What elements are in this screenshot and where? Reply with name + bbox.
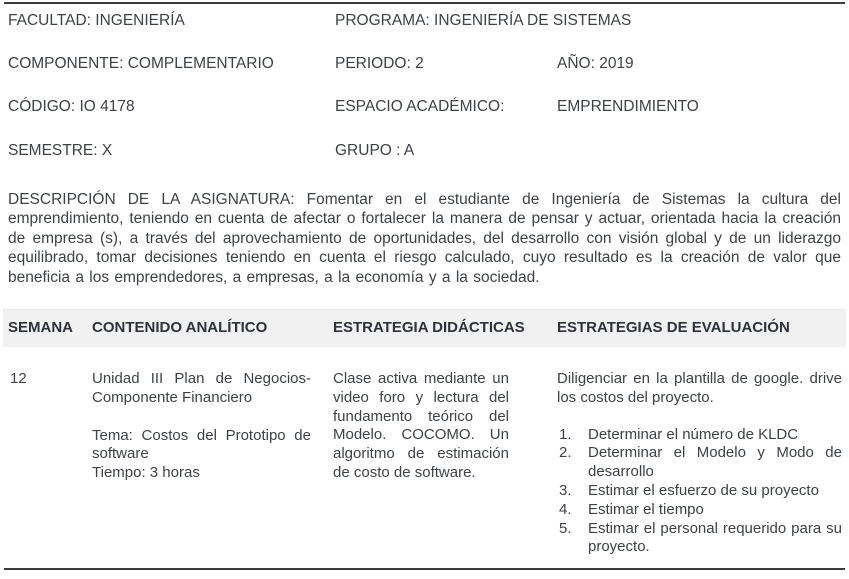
- componente-field: COMPONENTE: COMPLEMENTARIO: [8, 55, 274, 72]
- contenido-unidad: Unidad III Plan de Negocios-Componente Financiero: [92, 370, 311, 406]
- evaluacion-intro: Diligenciar en la plantilla de google. drive los costos del proyecto.: [557, 370, 842, 406]
- contenido-tema: Tema: Costos del Prototipo de software: [92, 426, 311, 463]
- evaluacion-item: Determinar el Modelo y Modo de desarrollo: [588, 444, 842, 481]
- espacio-academico-label: ESPACIO ACADÉMICO:: [335, 98, 505, 115]
- descripcion-asignatura: DESCRIPCIÓN DE LA ASIGNATURA: Fomentar en el estudiante de Ingeniería de Sistemas la cultura del emprendimiento, teniendo en cuenta de afectar o fortalecer la manera de pensar y actuar, orientada hacia la creación de empresa (s), a través del aprovechamiento de oportunidades, del desarrollo con visión global y de un liderazgo equilibrado, tomar decisiones teniendo en cuenta el riesgo calculado, cuyo resultado es la creación de valor que beneficia a los emprendedores, a empresas, a la economía y a la sociedad.: [8, 191, 841, 286]
- evaluacion-list: [557, 426, 842, 558]
- column-header-contenido-analitico: CONTENIDO ANALÍTICO: [92, 319, 268, 336]
- evaluacion-item: Determinar el número de KLDC: [588, 425, 799, 443]
- evaluacion-item: Estimar el tiempo: [588, 500, 704, 518]
- facultad-field: FACULTAD: INGENIERÍA: [8, 12, 185, 29]
- estrategia-didactica-cell: [333, 370, 509, 483]
- periodo-field: PERIODO: 2: [335, 55, 424, 72]
- evaluacion-item: Estimar el personal requerido para su proyecto.: [588, 519, 842, 556]
- bottom-border-rule: [4, 568, 845, 570]
- column-header-semana: SEMANA: [8, 319, 74, 336]
- top-border-rule: [4, 2, 845, 4]
- anio-field: AÑO: 2019: [557, 55, 634, 72]
- contenido-tiempo: Tiempo: 3 horas: [92, 464, 200, 482]
- column-header-estrategias-evaluacion: ESTRATEGIAS DE EVALUACIÓN: [557, 319, 790, 336]
- grupo-field: GRUPO : A: [335, 142, 415, 159]
- programa-field: PROGRAMA: INGENIERÍA DE SISTEMAS: [335, 12, 632, 29]
- estrategia-texto: Clase activa mediante un video foro y lectura del fundamento teórico del Modelo. COCOMO. Un algoritmo de estimación de costo de software.: [333, 370, 509, 481]
- codigo-field: CÓDIGO: IO 4178: [8, 98, 135, 115]
- evaluacion-item: Estimar el esfuerzo de su proyecto: [588, 481, 819, 499]
- semestre-field: SEMESTRE: X: [8, 142, 113, 159]
- estrategias-evaluacion-cell: [557, 370, 842, 557]
- contenido-analitico-cell: [92, 370, 311, 483]
- column-header-estrategia-didacticas: ESTRATEGIA DIDÁCTICAS: [333, 319, 525, 336]
- espacio-academico-value: EMPRENDIMIENTO: [557, 98, 699, 115]
- semana-cell: 12: [10, 370, 27, 387]
